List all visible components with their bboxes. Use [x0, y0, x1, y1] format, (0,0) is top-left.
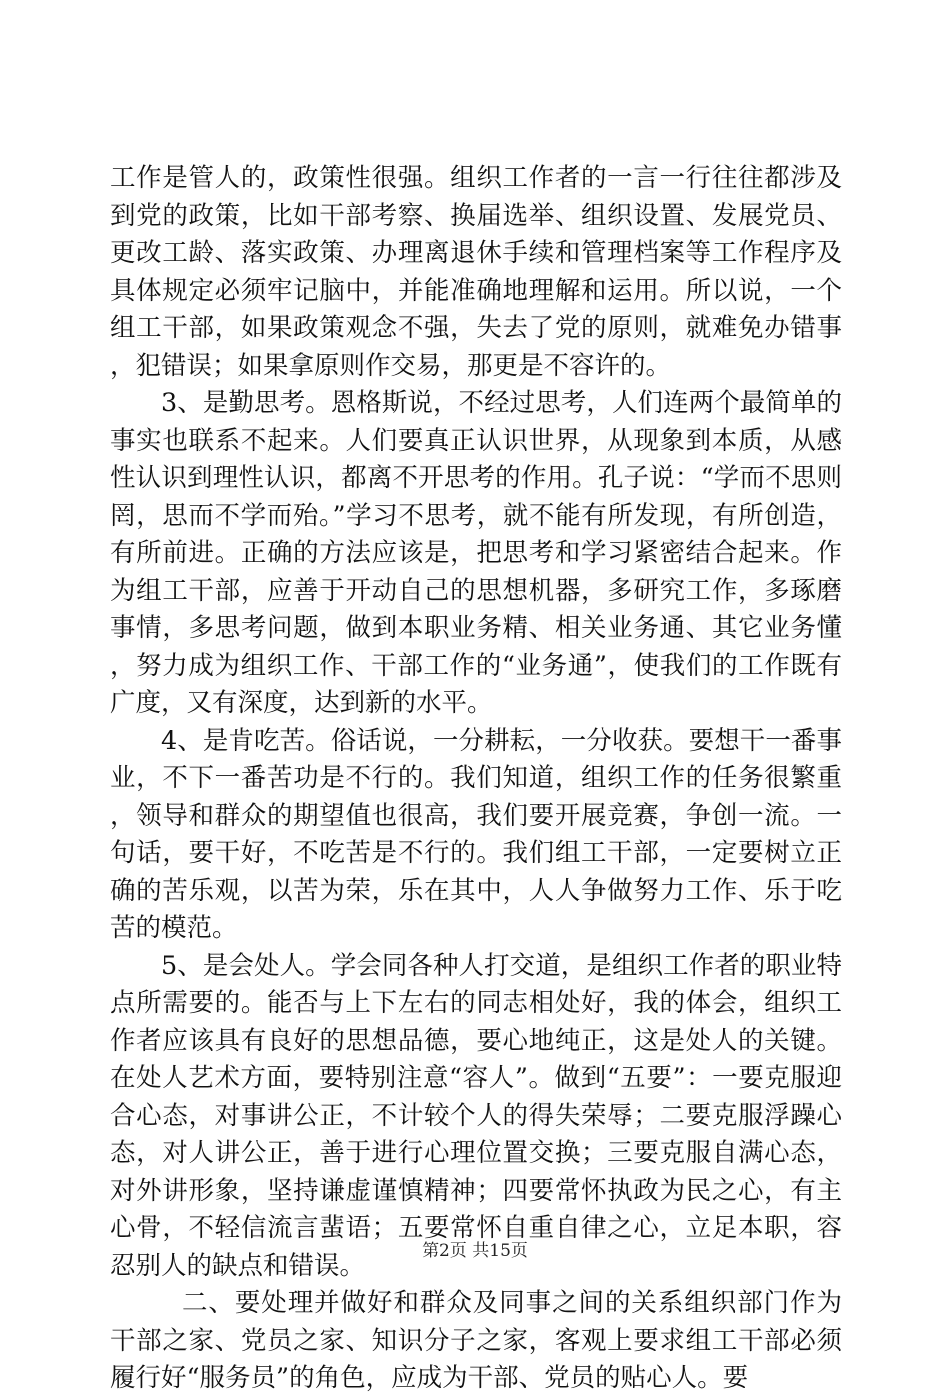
- document-body: [110, 160, 842, 1398]
- page-footer: 第2页 共15页: [422, 1241, 528, 1261]
- paragraph-point-4-hardship: 4、是肯吃苦。俗话说，一分耕耘，一分收获。要想干一番事业，不下一番苦功是不行的。我们知道，组织工作的任务很繁重，领导和群众的期望值也很高，我们要开展竞赛，争创一流。一句话，要干好，不吃苦是不行的。我们组工干部，一定要树立正确的苦乐观，以苦为荣，乐在其中，人人争做努力工作、乐于吃苦的模范。: [110, 725, 842, 943]
- paragraph-point-3-think: 3、是勤思考。恩格斯说，不经过思考，人们连两个最简单的事实也联系不起来。人们要真正认识世界，从现象到本质，从感性认识到理性认识，都离不开思考的作用。孔子说：“学而不思则罔，思而不学而殆。”学习不思考，就不能有所发现，有所创造，有所前进。正确的方法应该是，把思考和学习紧密结合起来。作为组工干部，应善于开动自己的思想机器，多研究工作，多琢磨事情，多思考问题，做到本职业务精、相关业务通、其它业务懂，努力成为组织工作、干部工作的“业务通”，使我们的工作既有广度，又有深度，达到新的水平。: [110, 388, 842, 718]
- paragraph-section-two: 二、要处理并做好和群众及同事之间的关系组织部门作为干部之家、党员之家、知识分子之家，客观上要求组工干部必须履行好“服务员”的角色，应成为干部、党员的贴心人。要: [110, 1288, 842, 1393]
- paragraph-continuation: 工作是管人的，政策性很强。组织工作者的一言一行往往都涉及到党的政策，比如干部考察、换届选举、组织设置、发展党员、更改工龄、落实政策、办理离退休手续和管理档案等工作程序及具体规定必须牢记脑中，并能准确地理解和运用。所以说，一个组工干部，如果政策观念不强，失去了党的原则，就难免办错事，犯错误；如果拿原则作交易，那更是不容许的。: [110, 163, 842, 381]
- paragraph-point-5-relations: 5、是会处人。学会同各种人打交道，是组织工作者的职业特点所需要的。能否与上下左右的同志相处好，我的体会，组织工作者应该具有良好的思想品德，要心地纯正，这是处人的关键。在处人艺术方面，要特别注意“容人”。做到“五要”：一要克服迎合心态，对事讲公正，不计较个人的得失荣辱；二要克服浮躁心态，对人讲公正，善于进行心理位置交换；三要克服自满心态，对外讲形象，坚持谦虚谨慎精神；四要常怀执政为民之心，有主心骨，不轻信流言蜚语；五要常怀自重自律之心，立足本职，容忍别人的缺点和错误。: [110, 950, 842, 1281]
